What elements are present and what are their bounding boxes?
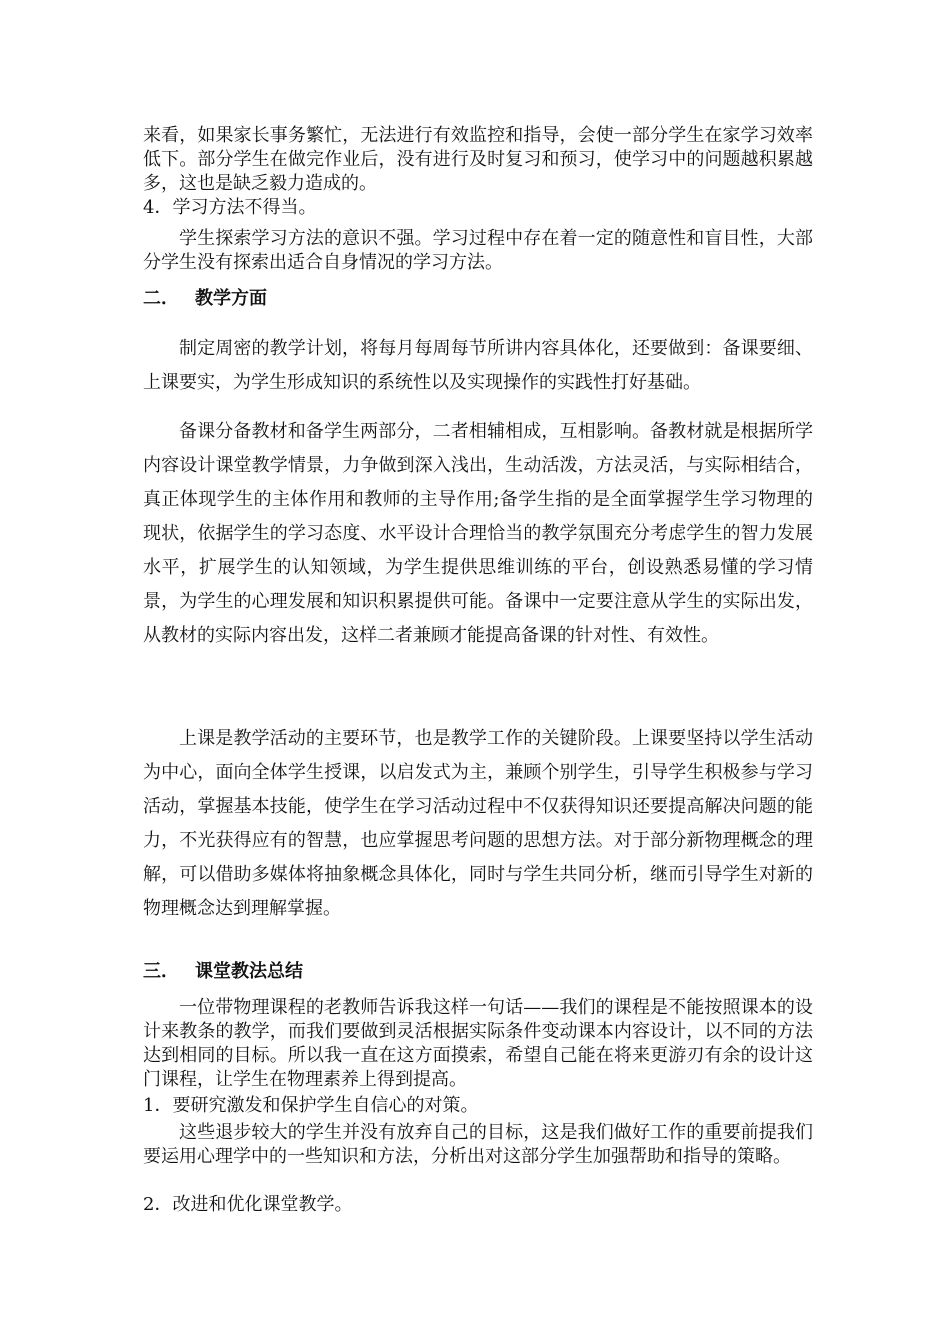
continuation-paragraph: 来看，如果家长事务繁忙，无法进行有效监控和指导，会使一部分学生在家学习效率低下。部分学生在做完作业后，没有进行及时复习和预习，使学习中的问题越积累越多，这也是缺乏毅力造成的。: [143, 125, 813, 194]
section-3-title: 课堂教法总结: [195, 961, 303, 982]
section-3-item-1-paragraph: 这些退步较大的学生并没有放弃自己的目标，这是我们做好工作的重要前提我们要运用心理学中的一些知识和方法，分析出对这部分学生加强帮助和指导的策略。: [143, 1122, 813, 1167]
section-3-intro-paragraph: 一位带物理课程的老教师告诉我这样一句话——我们的课程是不能按照课本的设计来教条的教学，而我们要做到灵活根据实际条件变动课本内容设计，以不同的方法达到相同的目标。所以我一直在这方面摸索，希望自己能在将来更游刃有余的设计这门课程，让学生在物理素养上得到提高。: [143, 997, 813, 1090]
section-3-heading: [143, 960, 303, 984]
section-2-paragraph-1: 制定周密的教学计划，将每月每周每节所讲内容具体化，还要做到：备课要细、上课要实，为学生形成知识的系统性以及实现操作的实践性打好基础。: [143, 338, 813, 393]
item-4-title: 4．学习方法不得当。: [143, 197, 317, 218]
item-4-paragraph: 学生探索学习方法的意识不强。学习过程中存在着一定的随意性和盲目性，大部分学生没有探索出适合自身情况的学习方法。: [143, 228, 813, 273]
section-3-item-1-title: 1．要研究激发和保护学生自信心的对策。: [143, 1095, 479, 1116]
section-2-paragraph-2: 备课分备教材和备学生两部分，二者相辅相成，互相影响。备教材就是根据所学内容设计课堂教学情景，力争做到深入浅出，生动活泼，方法灵活，与实际相结合，真正体现学生的主体作用和教师的主导作用;备学生指的是全面掌握学生学习物理的现状，依据学生的学习态度、水平设计合理恰当的教学氛围充分考虑学生的智力发展水平，扩展学生的认知领域，为学生提供思维训练的平台，创设熟悉易懂的学习情景，为学生的心理发展和知识积累提供可能。备课中一定要注意从学生的实际出发，从教材的实际内容出发，这样二者兼顾才能提高备课的针对性、有效性。: [143, 421, 813, 646]
section-2-title: 教学方面: [195, 288, 267, 309]
section-2-number: 二．: [143, 288, 179, 309]
section-3-item-2-title: 2．改进和优化课堂教学。: [143, 1194, 353, 1215]
section-2-paragraph-3: 上课是教学活动的主要环节，也是教学工作的关键阶段。上课要坚持以学生活动为中心，面向全体学生授课，以启发式为主，兼顾个别学生，引导学生积极参与学习活动，掌握基本技能，使学生在学习活动过程中不仅获得知识还要提高解决问题的能力，不光获得应有的智慧，也应掌握思考问题的思想方法。对于部分新物理概念的理解，可以借助多媒体将抽象概念具体化，同时与学生共同分析，继而引导学生对新的物理概念达到理解掌握。: [143, 728, 813, 919]
section-2-heading: [143, 287, 267, 311]
section-3-number: 三．: [143, 961, 179, 982]
